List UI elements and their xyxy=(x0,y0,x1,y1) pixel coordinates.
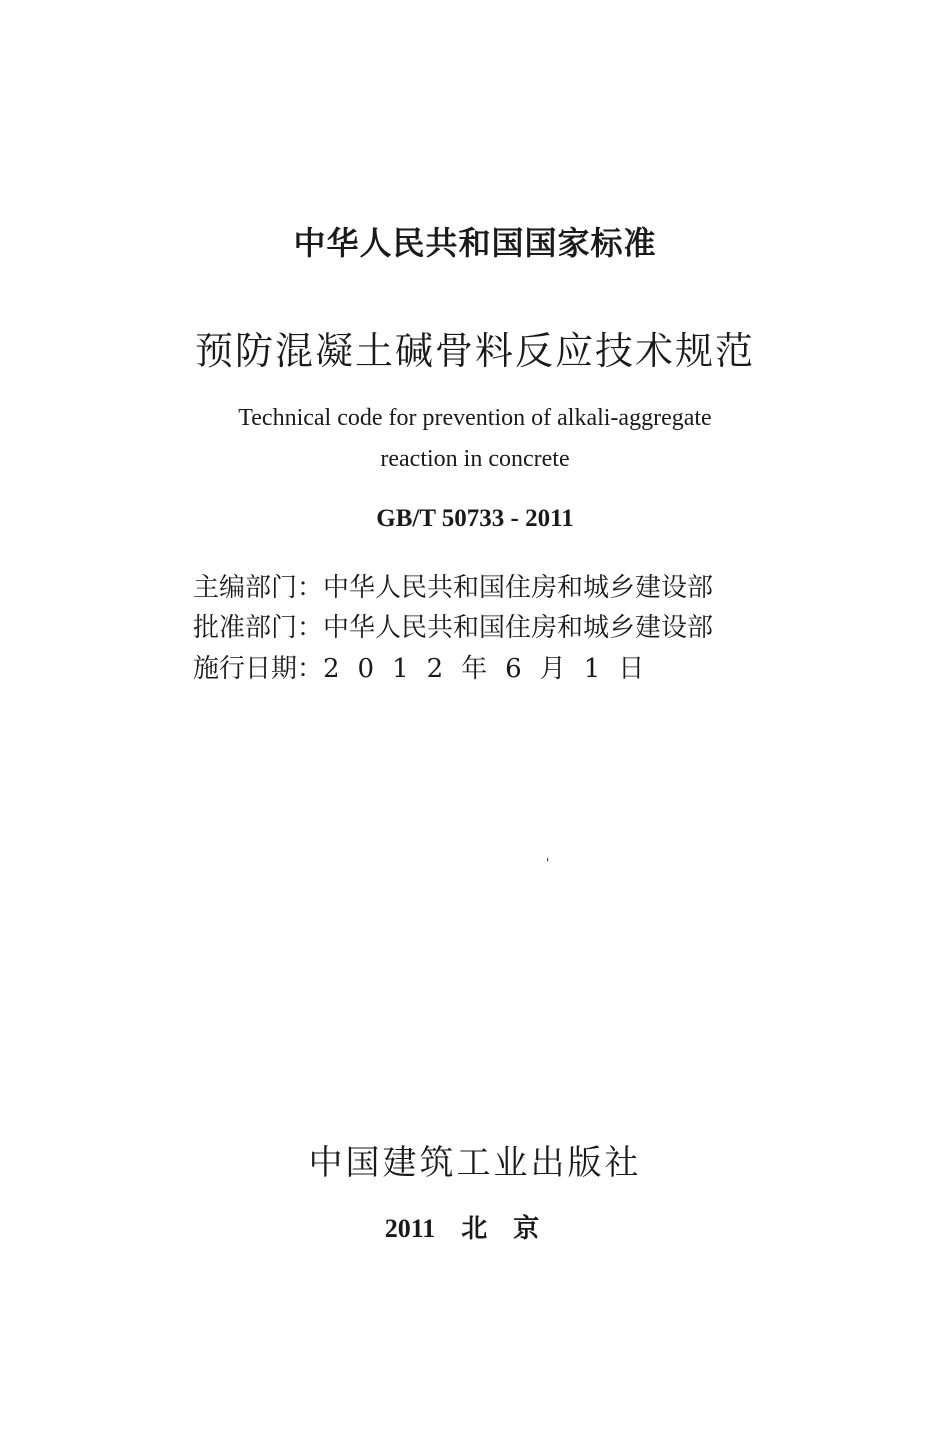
title-english-line-2: reaction in concrete xyxy=(380,446,570,472)
chief-editor-value: 中华人民共和国住房和城乡建设部 xyxy=(323,573,714,603)
publication-place xyxy=(0,1208,950,1245)
publisher-name: 中国建筑工业出版社 xyxy=(308,1143,642,1183)
title-english-line-1: Technical code for prevention of alkali-aggregate xyxy=(238,405,712,431)
stray-mark: ' xyxy=(546,856,550,870)
chief-editor-row xyxy=(193,567,713,604)
publication-year: 2011 xyxy=(384,1214,436,1243)
effective-date-value: 2012年6月1日 xyxy=(323,654,663,684)
effective-date-label: 施行日期： xyxy=(193,654,324,684)
chief-editor-label: 主编部门： xyxy=(193,573,324,603)
approver-label: 批准部门： xyxy=(193,613,324,643)
approver-row xyxy=(193,607,713,644)
publication-city: 北京 xyxy=(461,1214,566,1244)
standard-code: GB/T 50733 - 2011 xyxy=(376,505,574,532)
approver-value: 中华人民共和国住房和城乡建设部 xyxy=(323,613,714,643)
effective-date-row xyxy=(193,648,662,685)
title-chinese: 预防混凝土碱骨料反应技术规范 xyxy=(194,329,755,373)
standard-series-heading: 中华人民共和国国家标准 xyxy=(293,224,657,262)
